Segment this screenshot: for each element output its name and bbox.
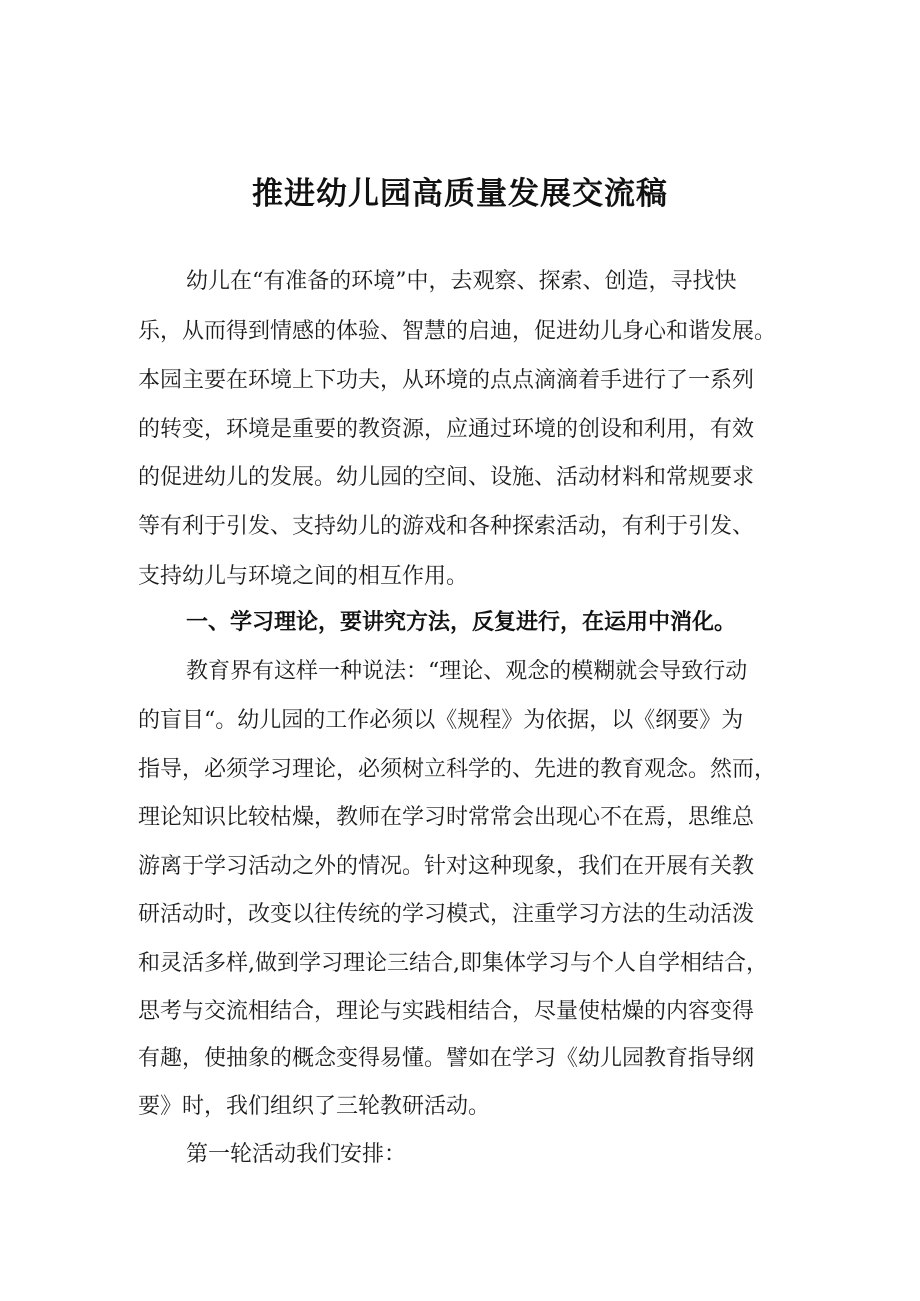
paragraph-line: 研活动时，改变以往传统的学习模式，注重学习方法的生动活泼 [138, 902, 755, 927]
paragraph-line: 指导，必须学习理论，必须树立科学的、先进的教育观念。然而， [138, 757, 777, 782]
paragraph-line: 有趣，使抽象的概念变得易懂。譬如在学习《幼儿园教育指导纲 [138, 1046, 755, 1071]
paragraph-line: 思考与交流相结合，理论与实践相结合，尽量使枯燥的内容变得 [138, 999, 755, 1024]
paragraph-line: 第一轮活动我们安排： [186, 1142, 407, 1167]
paragraph-line: 支持幼儿与环境之间的相互作用。 [138, 564, 469, 589]
paragraph-line: 的盲目“。幼儿园的工作必须以《规程》为依据，以《纲要》为 [138, 708, 744, 733]
paragraph-line: 的转变，环境是重要的教资源，应通过环境的创设和利用，有效 [138, 417, 755, 442]
document-title: 推进幼儿园高质量发展交流稿 [252, 176, 668, 212]
paragraph-line: 游离于学习活动之外的情况。针对这种现象，我们在开展有关教 [138, 854, 755, 879]
paragraph-line: 幼儿在“有准备的环境”中，去观察、探索、创造，寻找快 [186, 269, 737, 294]
paragraph-line: 教育界有这样一种说法：“理论、观念的模糊就会导致行动 [186, 659, 748, 684]
paragraph-line: 的促进幼儿的发展。幼儿园的空间、设施、活动材料和常规要求 [138, 465, 755, 490]
paragraph-line: 本园主要在环境上下功夫，从环境的点点滴滴着手进行了一系列 [138, 368, 755, 393]
section-heading: 一、学习理论，要讲究方法，反复进行，在运用中消化。 [186, 610, 737, 635]
paragraph-line: 等有利于引发、支持幼儿的游戏和各种探索活动，有利于引发、 [138, 514, 755, 539]
paragraph-line: 和灵活多样,做到学习理论三结合,即集体学习与个人自学相结合， [138, 951, 768, 976]
paragraph-line: 理论知识比较枯燥，教师在学习时常常会出现心不在焉，思维总 [138, 805, 755, 830]
paragraph-line: 乐，从而得到情感的体验、智慧的启迪，促进幼儿身心和谐发展。 [138, 319, 777, 344]
paragraph-line: 要》时，我们组织了三轮教研活动。 [138, 1094, 491, 1119]
